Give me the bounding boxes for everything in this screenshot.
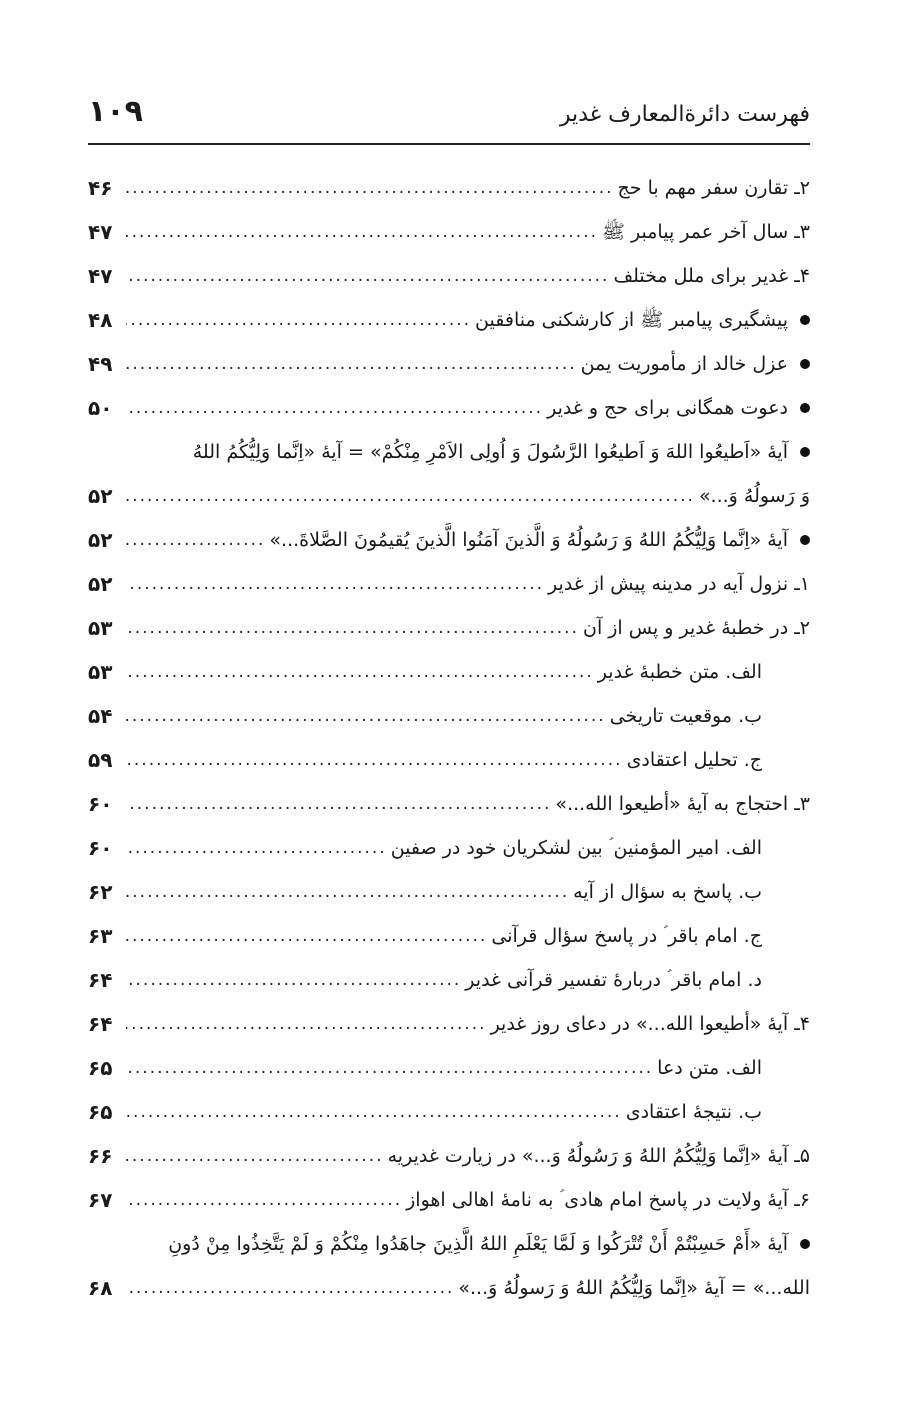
dot-leader: [126, 1099, 622, 1125]
toc-entry[interactable]: [88, 562, 810, 606]
toc-page-number: ۶۵: [88, 1100, 113, 1124]
toc-page-number: ۶۷: [88, 1188, 113, 1212]
toc-entry[interactable]: [88, 914, 810, 958]
toc-page-number: ۶۴: [88, 1012, 113, 1036]
toc-entry-text: ۳ـ احتجاج به آیۀ «أطیعوا الله...»: [555, 793, 810, 815]
bullet-icon: [800, 359, 810, 369]
toc-entry[interactable]: [88, 958, 810, 1002]
toc-entry[interactable]: [88, 1134, 810, 1178]
toc-entry-text: آیۀ «اِنَّما وَلِیُّكُمُ اللهُ وَ رَسُولُهُ وَ الَّذینَ آمَنُوا الَّذینَ یُقیمُونَ الصَّلاةَ...»: [269, 529, 788, 551]
toc-entry-text: الف. متن خطبۀ غدیر: [597, 661, 762, 683]
dot-leader: [126, 791, 551, 817]
toc-entry[interactable]: [88, 1266, 810, 1310]
toc-entry[interactable]: [88, 342, 810, 386]
running-title: فهرست دائرةالمعارف غدیر: [559, 102, 810, 127]
page-header: [88, 92, 810, 138]
toc-page-number: ۶۵: [88, 1056, 113, 1080]
dot-leader: [126, 1275, 454, 1301]
dot-leader: [126, 879, 569, 905]
toc-entry-text: پیشگیری پیامبر ﷺ از کارشکنی منافقین: [475, 309, 788, 331]
toc-entry[interactable]: [88, 474, 810, 518]
toc-entry-line: [88, 430, 810, 474]
toc-page-number: ۵۲: [88, 484, 113, 508]
toc-entry-text: ب. پاسخ به سؤال از آیه: [573, 881, 762, 903]
dot-leader: [126, 967, 461, 993]
toc-entry-line: [88, 1222, 810, 1266]
toc-page-number: ۵۳: [88, 660, 113, 684]
toc-entry-text: ج. امام باقر ؑ در پاسخ سؤال قرآنی: [491, 925, 762, 947]
toc-page-number: ۶۴: [88, 968, 113, 992]
toc-entry[interactable]: [88, 1178, 810, 1222]
toc-entry-text: ۲ـ تقارن سفر مهم با حج: [617, 177, 810, 199]
toc-entry-text: ب. موقعیت تاریخی: [609, 705, 762, 727]
toc-entry-text: آیۀ «أَمْ حَسِبْتُمْ أَنْ تُتْرَكُوا وَ لَمَّا یَعْلَمِ اللهُ الَّذِینَ جاهَدُوا مِنْكُمْ وَ لَمْ یَتَّخِذُوا مِنْ دُونِ: [168, 1233, 788, 1255]
dot-leader: [126, 747, 623, 773]
page-number: ۱۰۹: [88, 94, 143, 129]
bullet-icon: [800, 403, 810, 413]
dot-leader: [126, 1055, 653, 1081]
toc-entry[interactable]: [88, 1002, 810, 1046]
toc-page-number: ۶۶: [88, 1144, 113, 1168]
toc-entry-text: عزل خالد از مأموریت یمن: [580, 353, 788, 375]
table-of-contents: [88, 166, 810, 1310]
bullet-icon: [800, 447, 810, 457]
toc-entry-text: ۶ـ آیۀ ولایت در پاسخ امام هادی ؑ به نامۀ اهالی اهواز: [406, 1189, 810, 1211]
dot-leader: [126, 571, 544, 597]
toc-page-number: ۶۸: [88, 1276, 113, 1300]
toc-entry-text: ۵ـ آیۀ «اِنَّما وَلِیُّكُمُ اللهُ وَ رَسُولُهُ وَ...» در زیارت غدیریه: [387, 1145, 810, 1167]
toc-entry[interactable]: [88, 870, 810, 914]
toc-page-number: ۴۹: [88, 352, 113, 376]
bullet-icon: [800, 315, 810, 325]
toc-page-number: ۴۸: [88, 308, 113, 332]
toc-entry-text: الف. متن دعا: [657, 1057, 762, 1079]
toc-entry[interactable]: [88, 738, 810, 782]
toc-entry[interactable]: [88, 386, 810, 430]
toc-page-number: ۵۰: [88, 396, 113, 420]
toc-entry[interactable]: [88, 166, 810, 210]
toc-entry[interactable]: [88, 650, 810, 694]
toc-entry-text-continued: وَ رَسولُهُ وَ...»: [698, 485, 810, 507]
dot-leader: [126, 923, 487, 949]
toc-entry[interactable]: [88, 1046, 810, 1090]
toc-entry-text: د. امام باقر ؑ دربارۀ تفسیر قرآنی غدیر: [465, 969, 762, 991]
toc-entry[interactable]: [88, 1090, 810, 1134]
toc-entry-text: ۴ـ غدیر برای ملل مختلف: [613, 265, 810, 287]
toc-entry-text: الف. امیر المؤمنین ؑ بین لشکریان خود در صفین: [390, 837, 762, 859]
toc-page-number: ۵۹: [88, 748, 113, 772]
dot-leader: [126, 835, 387, 861]
toc-entry-text: ۳ـ سال آخر عمر پیامبر ﷺ: [602, 221, 810, 243]
toc-entry[interactable]: [88, 210, 810, 254]
toc-entry-text-continued: الله...» = آیۀ «اِنَّما وَلِیُّكُمُ اللهُ وَ رَسولُهُ وَ...»: [458, 1277, 810, 1299]
dot-leader: [126, 1143, 384, 1169]
toc-page-number: ۴۷: [88, 220, 113, 244]
toc-entry[interactable]: [88, 518, 810, 562]
dot-leader: [126, 219, 598, 245]
bullet-icon: [800, 535, 810, 545]
dot-leader: [126, 703, 606, 729]
toc-page-number: ۶۳: [88, 924, 113, 948]
dot-leader: [126, 659, 594, 685]
toc-entry-text: ۱ـ نزول آیه در مدینه پیش از غدیر: [548, 573, 810, 595]
toc-entry[interactable]: [88, 782, 810, 826]
toc-entry-text: ۴ـ آیۀ «أطیعوا الله...» در دعای روز غدیر: [490, 1013, 810, 1035]
dot-leader: [126, 483, 695, 509]
toc-entry-text: ب. نتیجۀ اعتقادی: [625, 1101, 762, 1123]
toc-page-number: ۶۰: [88, 836, 113, 860]
toc-entry[interactable]: [88, 298, 810, 342]
toc-page-number: ۵۴: [88, 704, 113, 728]
toc-page-number: ۵۲: [88, 572, 113, 596]
toc-entry[interactable]: [88, 826, 810, 870]
toc-entry-text: آیۀ «اَطیعُوا اللهَ وَ اَطیعُوا الرَّسُولَ وَ اُولِی الاَمْرِ مِنْكُمْ» = آیۀ «اِنَّما وَلِیُّكُمُ اللهُ: [192, 441, 788, 463]
dot-leader: [126, 615, 579, 641]
dot-leader: [126, 1187, 402, 1213]
toc-page-number: ۶۲: [88, 880, 113, 904]
toc-entry[interactable]: [88, 694, 810, 738]
dot-leader: [126, 395, 543, 421]
toc-page-number: ۴۷: [88, 264, 113, 288]
dot-leader: [126, 527, 265, 553]
header-rule: [88, 143, 810, 145]
toc-entry-text: ۲ـ در خطبۀ غدیر و پس از آن: [582, 617, 810, 639]
toc-page-number: ۵۳: [88, 616, 113, 640]
dot-leader: [126, 263, 609, 289]
toc-entry[interactable]: [88, 254, 810, 298]
toc-page-number: ۵۲: [88, 528, 113, 552]
dot-leader: [126, 351, 577, 377]
dot-leader: [126, 1011, 487, 1037]
toc-entry-text: ج. تحلیل اعتقادی: [626, 749, 762, 771]
toc-page-number: ۶۰: [88, 792, 113, 816]
toc-entry[interactable]: [88, 606, 810, 650]
dot-leader: [126, 307, 471, 333]
toc-entry-text: دعوت همگانی برای حج و غدیر: [547, 397, 788, 419]
dot-leader: [126, 175, 614, 201]
toc-page-number: ۴۶: [88, 176, 113, 200]
bullet-icon: [800, 1239, 810, 1249]
